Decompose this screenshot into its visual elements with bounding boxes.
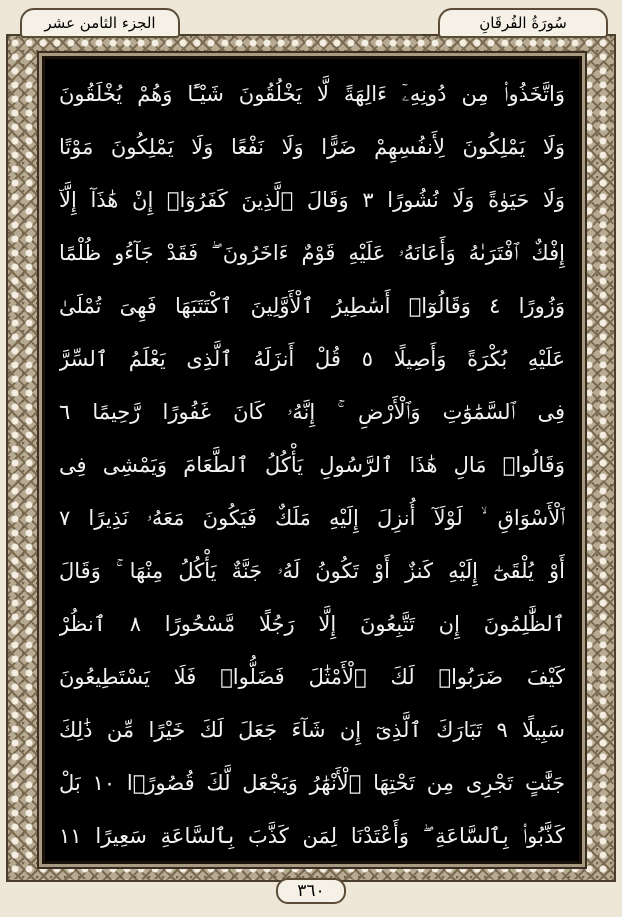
text-line-11: ٱلظَّٰلِمُونَ إِن تَتَّبِعُونَ إِلَّا رَجُلًا مَّسْحُورًا ٨ ٱنظُرْ [59, 612, 565, 636]
page-number: ٣٦٠ [276, 878, 346, 904]
header-divider [200, 10, 422, 36]
text-line-8: وَقَالُوا۟ مَالِ هَٰذَا ٱلرَّسُولِ يَأْكُلُ ٱلطَّعَامَ وَيَمْشِى فِى [59, 453, 565, 477]
juz-header-label: الجزء الثامن عشر [20, 8, 180, 38]
text-line-14: جَنَّٰتٍ تَجْرِى مِن تَحْتِهَا ٱلْأَنْهَٰرُ وَيَجْعَل لَّكَ قُصُورًۢا ١٠ بَلْ [59, 771, 565, 795]
quran-text-panel [42, 56, 582, 864]
text-line-7: فِى ٱلسَّمَٰوَٰتِ وَٱلْأَرْضِ ۚ إِنَّهُۥ كَانَ غَفُورًا رَّحِيمًا ٦ [59, 400, 565, 424]
text-line-1: وَاتَّخَذُوا۟ مِن دُونِهِۦٓ ءَالِهَةً لَّا يَخْلُقُونَ شَيْـًٔا وَهُمْ يُخْلَقُونَ [59, 82, 565, 106]
text-line-4: إِفْكٌ ٱفْتَرَىٰهُ وَأَعَانَهُۥ عَلَيْهِ قَوْمٌ ءَاخَرُونَ ۖ فَقَدْ جَآءُو ظُلْمًا [59, 241, 565, 265]
text-line-15: كَذَّبُوا۟ بِٱلسَّاعَةِ ۖ وَأَعْتَدْنَا لِمَن كَذَّبَ بِٱلسَّاعَةِ سَعِيرًا ١١ [59, 824, 565, 848]
surah-header-label: سُورَةُ الفُرقَانِ [438, 8, 608, 38]
text-line-6: عَلَيْهِ بُكْرَةً وَأَصِيلًا ٥ قُلْ أَنزَلَهُ ٱلَّذِى يَعْلَمُ ٱلسِّرَّ [59, 347, 565, 371]
text-line-9: ٱلْأَسْوَاقِ ۙ لَوْلَآ أُنزِلَ إِلَيْهِ مَلَكٌ فَيَكُونَ مَعَهُۥ نَذِيرًا ٧ [59, 506, 565, 530]
text-line-12: كَيْفَ ضَرَبُوا۟ لَكَ ٱلْأَمْثَٰلَ فَضَلُّوا۟ فَلَا يَسْتَطِيعُونَ [59, 665, 565, 689]
text-line-10: أَوْ يُلْقَىٰٓ إِلَيْهِ كَنزٌ أَوْ تَكُونُ لَهُۥ جَنَّةٌ يَأْكُلُ مِنْهَا ۚ وَقَالَ [59, 559, 565, 583]
text-line-5: وَزُورًا ٤ وَقَالُوٓا۟ أَسَٰطِيرُ ٱلْأَوَّلِينَ ٱكْتَتَبَهَا فَهِىَ تُمْلَىٰ [59, 294, 565, 318]
text-line-2: وَلَا يَمْلِكُونَ لِأَنفُسِهِمْ ضَرًّا وَلَا نَفْعًا وَلَا يَمْلِكُونَ مَوْتًا [59, 135, 565, 159]
text-line-13: سَبِيلًا ٩ تَبَارَكَ ٱلَّذِىٓ إِن شَآءَ جَعَلَ لَكَ خَيْرًا مِّن ذَٰلِكَ [59, 718, 565, 742]
text-line-3: وَلَا حَيَوٰةً وَلَا نُشُورًا ٣ وَقَالَ ٱلَّذِينَ كَفَرُوٓا۟ إِنْ هَٰذَآ إِلَّآ [59, 188, 565, 212]
